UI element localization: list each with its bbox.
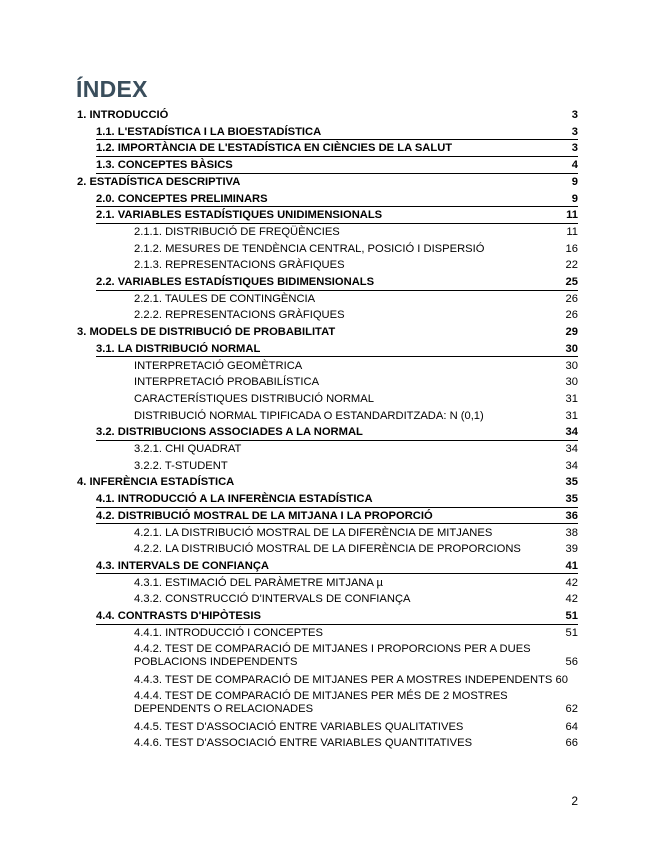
toc-entry-title: 2.0. CONCEPTES PRELIMINARS [96,192,268,205]
toc-entry[interactable] [0,560,655,573]
page-number: 2 [571,794,578,808]
entry-divider [96,573,578,574]
toc-entry-page: 30 [565,342,578,355]
toc-entry-page: 25 [565,276,578,288]
toc-entry-title: 2.2.1. TAULES DE CONTINGÈNCIA [134,292,316,305]
toc-entry-page: 4 [571,159,578,172]
toc-entry[interactable] [0,326,655,339]
toc-entry-page: 62 [565,703,578,716]
toc-entry-title: 2.1.1. DISTRIBUCIÓ DE FREQÜÈNCIES [134,225,340,238]
toc-entry-page: 26 [565,309,578,322]
toc-entry-title: 2.1.2. MESURES DE TENDÈNCIA CENTRAL, POSICIÓ I DISPERSIÓ [134,242,485,255]
entry-divider [96,290,578,291]
toc-entry[interactable] [0,543,655,556]
toc-entry-title: 1.3. CONCEPTES BÀSICS [96,159,233,172]
entry-divider [96,356,578,357]
toc-entry-page: 30 [565,376,578,389]
toc-entry-page: 35 [565,493,578,506]
toc-entry-title: DISTRIBUCIÓ NORMAL TIPIFICADA O ESTANDARDITZADA: N (0,1) [134,409,484,422]
toc-entry-title: 4.4.2. TEST DE COMPARACIÓ DE MITJANES I PROPORCIONS PER A DUES POBLACIONS INDEPENDENTS [134,643,531,669]
entry-divider [96,624,578,625]
entry-divider [96,156,578,157]
toc-entry-page: 30 [565,359,578,372]
toc-entry-page: 26 [565,292,578,305]
toc-entry-title: 1.2. IMPORTÀNCIA DE L'ESTADÍSTICA EN CIÈNCIES DE LA SALUT [96,142,453,155]
toc-entry-page: 35 [565,476,578,489]
toc-entry[interactable] [0,610,655,623]
toc-entry[interactable] [0,527,655,540]
toc-entry-title: 4.4.6. TEST D'ASSOCIACIÓ ENTRE VARIABLES QUANTITATIVES [134,737,473,750]
toc-entry-title: 2.1. VARIABLES ESTADÍSTIQUES UNIDIMENSIONALS [96,209,383,222]
toc-entry-title: 4.2.2. LA DISTRIBUCIÓ MOSTRAL DE LA DIFERÈNCIA DE PROPORCIONS [134,543,521,556]
toc-entry-page: 39 [565,543,578,556]
toc-entry-title: 2. ESTADÍSTICA DESCRIPTIVA [77,175,241,188]
toc-entry-title: 4.4.1. INTRODUCCIÓ I CONCEPTES [134,626,323,639]
toc-entry[interactable] [0,309,655,322]
toc-entry-page: 9 [571,192,578,205]
entry-divider [96,440,578,441]
toc-entry-page: 29 [565,326,578,339]
toc-entry-page: 64 [565,720,578,733]
toc-entry-title: 4.4.4. TEST DE COMPARACIÓ DE MITJANES PER MÉS DE 2 MOSTRES DEPENDENTS O RELACIONADES [134,690,508,716]
toc-entry-title: 3. MODELS DE DISTRIBUCIÓ DE PROBABILITAT [77,326,336,339]
toc-entry[interactable] [0,376,655,389]
toc-entry[interactable] [0,226,655,239]
toc-entry-page: 34 [565,443,578,455]
toc-entry-title: 4.4.5. TEST D'ASSOCIACIÓ ENTRE VARIABLES QUALITATIVES [134,720,464,733]
toc-entry[interactable] [0,193,655,206]
toc-entry-page: 22 [565,259,578,272]
toc-entry-title: 2.2.2. REPRESENTACIONS GRÀFIQUES [134,309,345,322]
entry-divider [96,206,578,207]
toc-entry-title: CARACTERÍSTIQUES DISTRIBUCIÓ NORMAL [134,392,374,405]
toc-entry[interactable] [0,577,655,590]
toc-entry[interactable] [0,721,655,734]
toc-entry-page: 36 [565,509,578,522]
entry-divider [96,507,578,508]
toc-entry-title: 3.2.2. T-STUDENT [134,459,228,472]
entry-divider [96,523,578,524]
toc-entry-title: INTERPRETACIÓ PROBABILÍSTICA [134,376,320,389]
toc-entry[interactable] [0,276,655,289]
toc-entry-title: 4.2.1. LA DISTRIBUCIÓ MOSTRAL DE LA DIFERÈNCIA DE MITJANES [134,526,493,539]
toc-entry-title: 4. INFERÈNCIA ESTADÍSTICA [77,476,235,489]
toc-entry[interactable] [0,109,655,122]
toc-entry[interactable] [0,493,655,506]
toc-entry-page: 42 [565,593,578,606]
toc-entry-title: 3.2.1. CHI QUADRAT [134,443,242,455]
entry-divider [96,173,578,174]
toc-entry[interactable] [0,443,655,456]
toc-entry-title: 4.2. DISTRIBUCIÓ MOSTRAL DE LA MITJANA I LA PROPORCIÓ [96,509,433,522]
toc-entry[interactable] [0,690,655,716]
toc-entry[interactable] [0,142,655,155]
toc-entry[interactable] [0,426,655,439]
toc-entry[interactable] [0,643,655,669]
toc-entry-page: 11 [566,225,578,238]
toc-entry-title: INTERPRETACIÓ GEOMÈTRICA [134,359,303,372]
toc-entry-title: 4.4.3. TEST DE COMPARACIÓ DE MITJANES PER A MOSTRES INDEPENDENTS 60 [134,673,568,686]
toc-entry-page: 34 [565,426,578,439]
toc-entry-page: 31 [565,409,578,422]
toc-entry-title: 4.1. INTRODUCCIÓ A LA INFERÈNCIA ESTADÍSTICA [96,493,373,506]
toc-entry-title: 4.3.2. CONSTRUCCIÓ D'INTERVALS DE CONFIANÇA [134,593,411,606]
toc-entry-page: 42 [565,576,578,589]
toc-entry[interactable] [0,360,655,373]
toc-entry-page: 34 [565,459,578,472]
toc-entry[interactable] [0,476,655,489]
toc-entry-page: 9 [571,175,578,188]
toc-entry[interactable] [0,674,655,687]
toc-title: ÍNDEX [76,76,148,102]
toc-entry-page: 66 [565,737,578,750]
toc-entry-title: 2.1.3. REPRESENTACIONS GRÀFIQUES [134,259,345,272]
toc-entry[interactable] [0,393,655,406]
toc-entry-title: 4.3.1. ESTIMACIÓ DEL PARÀMETRE MITJANA µ [134,576,383,589]
toc-entry-page: 31 [565,392,578,405]
toc-entry[interactable] [0,243,655,256]
toc-entry-title: 1.1. L'ESTADÍSTICA I LA BIOESTADÍSTICA [96,125,322,138]
toc-entry[interactable] [0,410,655,423]
toc-entry-page: 51 [565,626,578,639]
toc-entry-page: 3 [571,125,578,138]
entry-divider [96,139,578,140]
toc-entry-page: 3 [571,109,578,121]
toc-entry[interactable] [0,293,655,306]
toc-entry-page: 41 [565,559,578,572]
toc-entry-page: 56 [565,656,578,669]
toc-entry[interactable] [0,593,655,606]
toc-entry[interactable] [0,627,655,640]
toc-entry[interactable] [0,209,655,222]
toc-entry-title: 4.3. INTERVALS DE CONFIANÇA [96,559,270,572]
toc-entry[interactable] [0,737,655,750]
toc-entry-page: 16 [565,242,578,255]
toc-entry-title: 2.2. VARIABLES ESTADÍSTIQUES BIDIMENSIONALS [96,276,375,288]
toc-entry-title: 3.1. LA DISTRIBUCIÓ NORMAL [96,342,261,355]
toc-entry-title: 1. INTRODUCCIÓ [77,109,169,121]
toc-entry[interactable] [0,460,655,473]
toc-entry-title: 4.4. CONTRASTS D'HIPÒTESIS [96,610,261,622]
toc-entry[interactable] [0,343,655,356]
toc-entry[interactable] [0,159,655,172]
toc-entry-page: 38 [565,526,578,539]
toc-entry-page: 51 [565,610,578,622]
toc-entry[interactable] [0,176,655,189]
toc-entry[interactable] [0,510,655,523]
toc-entry[interactable] [0,126,655,139]
toc-entry-page: 3 [571,142,578,155]
toc-entry-page: 11 [566,209,578,222]
toc-entry-title: 3.2. DISTRIBUCIONS ASSOCIADES A LA NORMAL [96,426,363,439]
toc-entry[interactable] [0,259,655,272]
entry-divider [96,223,578,224]
